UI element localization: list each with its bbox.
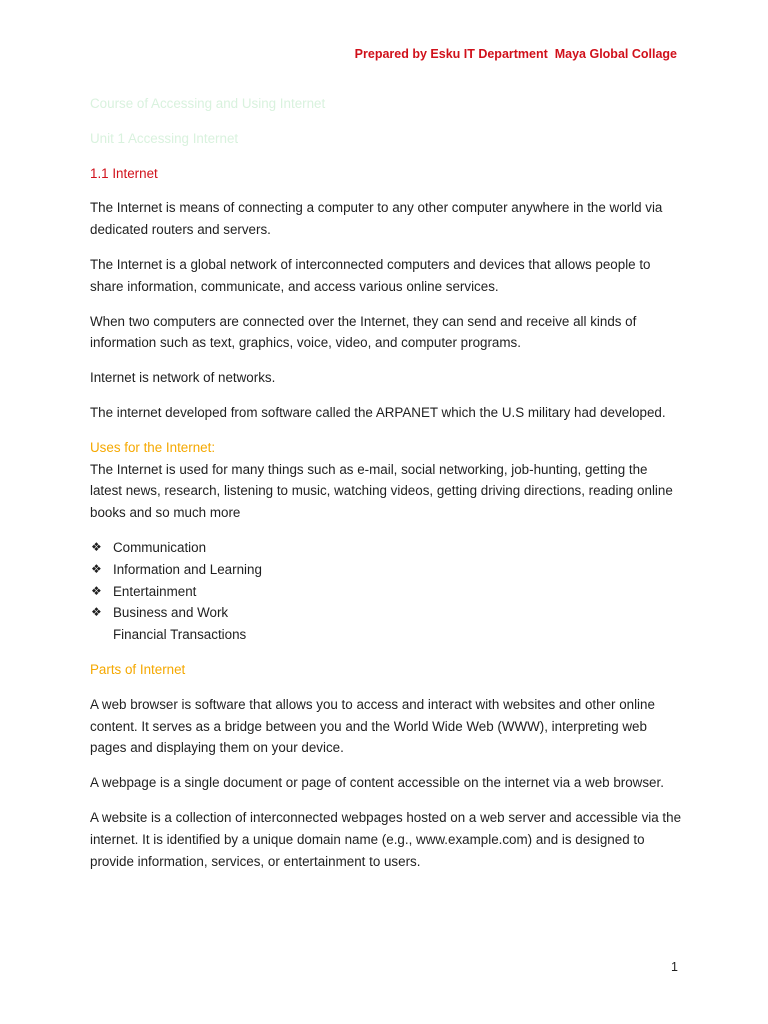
list-item bbox=[90, 537, 682, 559]
course-title: Course of Accessing and Using Internet bbox=[90, 96, 326, 111]
parts-heading: Parts of Internet bbox=[90, 661, 186, 677]
paragraph: The Internet is means of connecting a computer to any other computer anywhere in the world via dedicated routers and servers. bbox=[90, 200, 663, 238]
list-item-label: Business and Work bbox=[113, 605, 229, 621]
list-item-label: Entertainment bbox=[113, 583, 197, 599]
diamond-bullet-icon: ❖ bbox=[91, 605, 102, 620]
list-item bbox=[90, 559, 682, 581]
list-item-label: Financial Transactions bbox=[113, 627, 247, 643]
paragraph: A web browser is software that allows you to access and interact with websites and other online content. It serves as a bridge between you and the World Wide Web (WWW), interpreting web pages and displaying them on your device. bbox=[90, 696, 655, 756]
paragraph: A website is a collection of interconnected webpages hosted on a web server and accessible via the internet. It is identified by a unique domain name (e.g., www.example.com) and is designed to provide information, services, or entertainment to users. bbox=[90, 809, 682, 869]
list-item-label: Communication bbox=[113, 539, 207, 555]
uses-section bbox=[90, 437, 682, 524]
paragraph: The Internet is a global network of interconnected computers and devices that allows people to share information, communicate, and access various online services. bbox=[90, 256, 651, 294]
uses-heading: Uses for the Internet: bbox=[90, 439, 216, 455]
paragraph: Internet is network of networks. bbox=[90, 370, 276, 386]
list-item bbox=[90, 602, 682, 624]
paragraph: A webpage is a single document or page of content accessible on the internet via a web browser. bbox=[90, 775, 664, 791]
paragraph: The internet developed from software called the ARPANET which the U.S military had developed. bbox=[90, 404, 666, 420]
list-item-label: Information and Learning bbox=[113, 561, 262, 577]
uses-list bbox=[90, 537, 682, 646]
page-number: 1 bbox=[671, 960, 678, 974]
section-heading: 1.1 Internet bbox=[90, 165, 158, 181]
diamond-bullet-icon: ❖ bbox=[91, 583, 102, 598]
page-header: Prepared by Esku IT Department Maya Global Collage bbox=[354, 47, 677, 61]
document-body bbox=[90, 93, 682, 885]
list-item bbox=[90, 624, 682, 646]
diamond-bullet-icon: ❖ bbox=[91, 539, 102, 554]
unit-title: Unit 1 Accessing Internet bbox=[90, 130, 239, 146]
list-item bbox=[90, 581, 682, 603]
paragraph: When two computers are connected over the Internet, they can send and receive all kinds of information such as text, graphics, voice, video, and computer programs. bbox=[90, 313, 637, 351]
uses-paragraph: The Internet is used for many things such as e-mail, social networking, job-hunting, getting the latest news, research, listening to music, watching videos, getting driving directions, reading online books and so much more bbox=[90, 461, 673, 521]
diamond-bullet-icon: ❖ bbox=[91, 561, 102, 576]
